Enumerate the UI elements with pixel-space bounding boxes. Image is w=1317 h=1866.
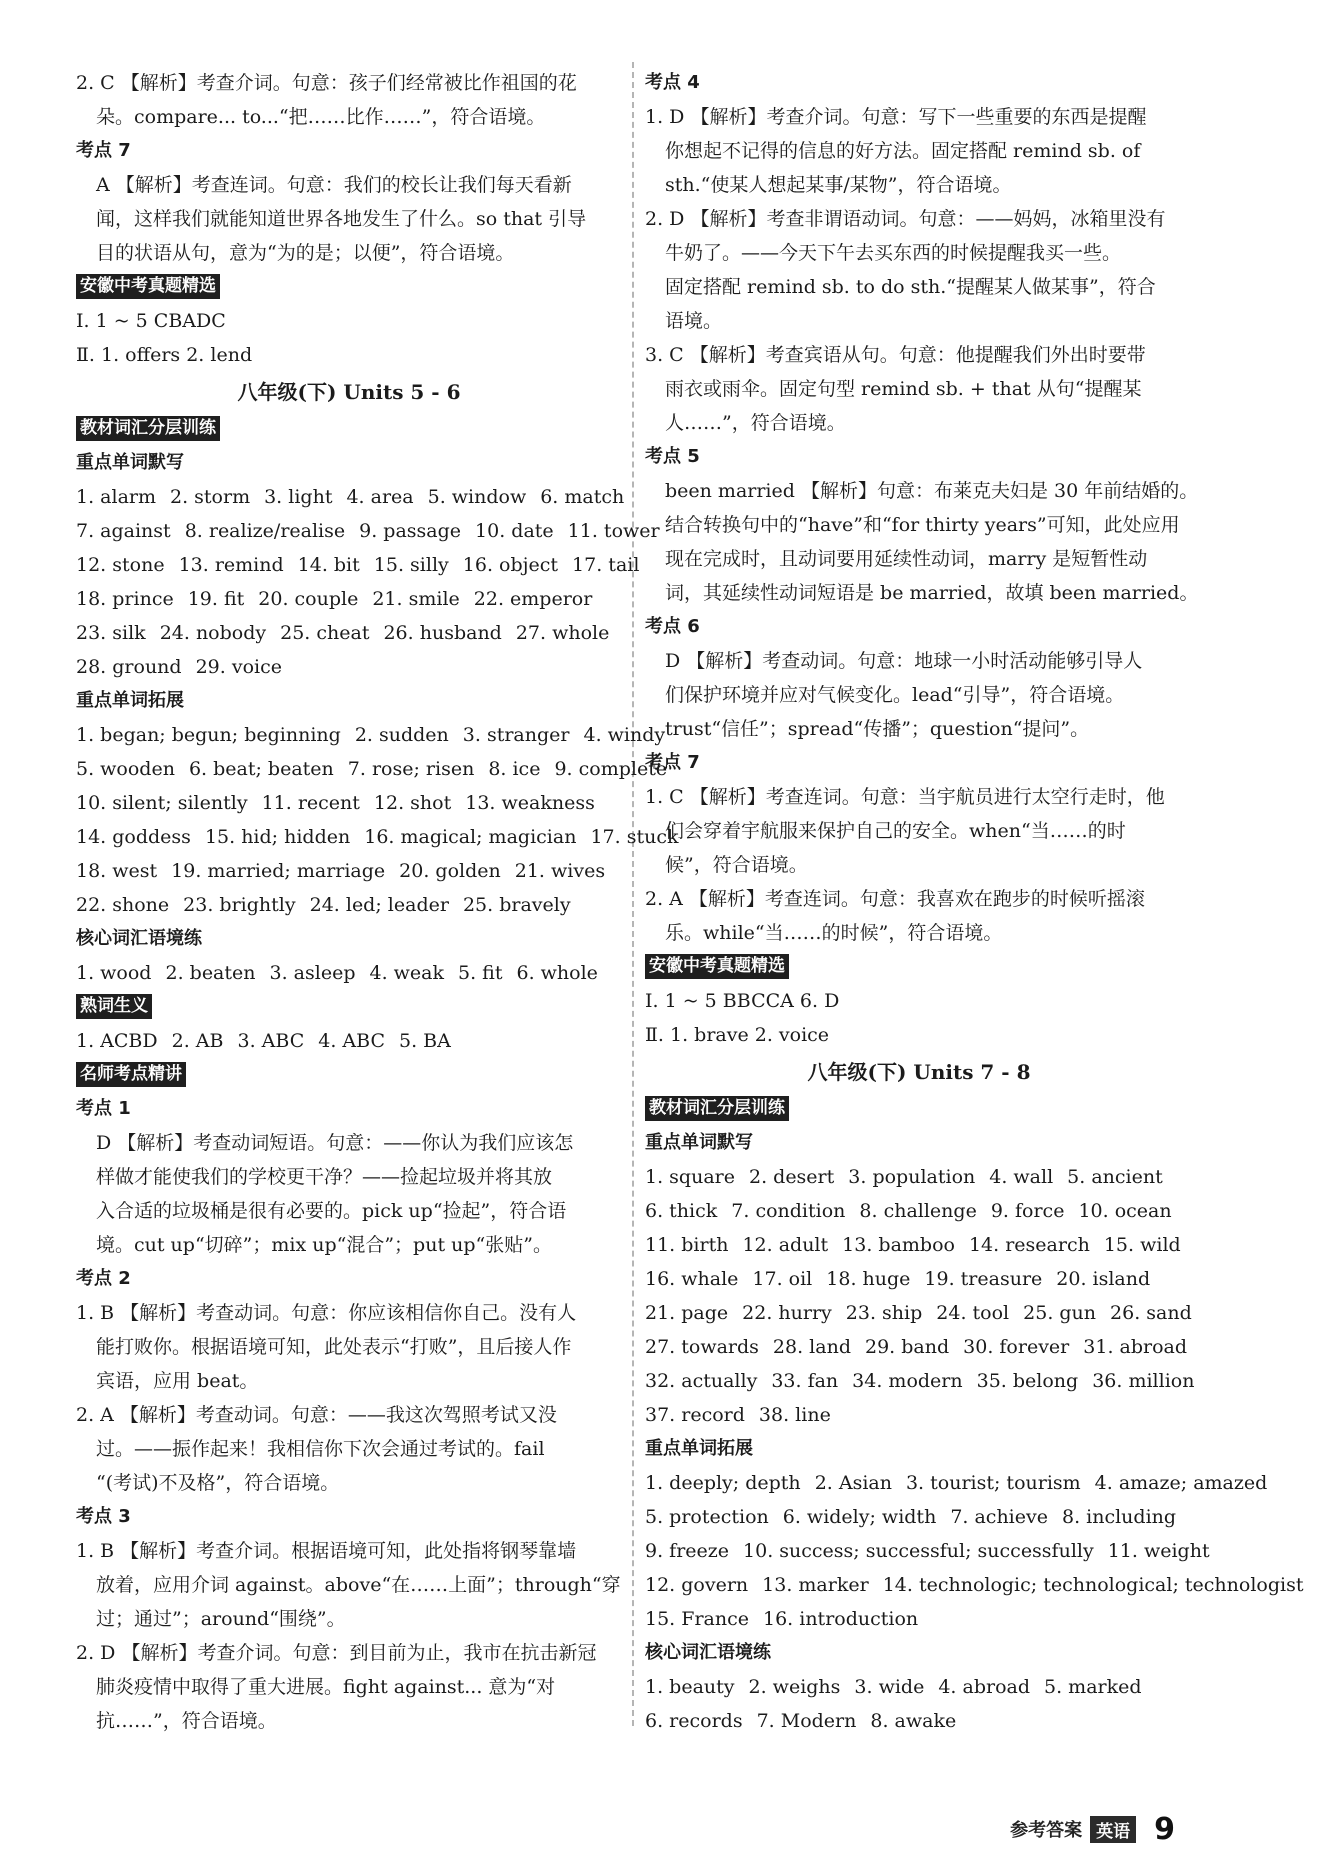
answer-item: 7. achieve	[950, 1506, 1048, 1528]
answer-item: 10. date	[475, 520, 554, 542]
answer-item: 10. ocean	[1078, 1200, 1172, 1222]
answer-item: 15. France	[645, 1608, 749, 1630]
word-row	[645, 1296, 1193, 1330]
answer-item: 16. object	[462, 554, 559, 576]
answer-item: 5. wooden	[76, 758, 175, 780]
answer-item: 1. ACBD	[76, 1030, 158, 1052]
answer-item: 29. band	[864, 1336, 950, 1358]
answer-item: 26. sand	[1110, 1302, 1192, 1324]
answer-item: 10. silent; silently	[76, 792, 248, 814]
word-row	[76, 650, 622, 684]
answer-item: 22. emperor	[473, 588, 593, 610]
word-row	[76, 752, 668, 786]
answer-item: 19. fit	[187, 588, 245, 610]
answer-item: 13. marker	[762, 1574, 869, 1596]
answer-item: 12. govern	[645, 1574, 749, 1596]
word-row	[76, 480, 625, 514]
word-row	[645, 1670, 1193, 1704]
cihui-band: 教材词汇分层训练	[76, 416, 220, 441]
answer-item: 6. beat; beaten	[188, 758, 334, 780]
text-line: 牛奶了。——今天下午去买东西的时候提醒我买一些。	[665, 242, 1122, 264]
kaodian-4-answer	[645, 100, 1193, 440]
answer-item: 25. bravely	[462, 894, 571, 916]
answer-item: 5. fit	[458, 962, 503, 984]
answer-item: 6. match	[540, 486, 625, 508]
word-row	[645, 1160, 1193, 1194]
answer-item: 29. voice	[195, 656, 282, 678]
answer-item: 3. asleep	[269, 962, 356, 984]
answer-item: 2. weighs	[748, 1676, 841, 1698]
text-line: 结合转换句中的“have”和“for thirty years”可知，此处应用	[665, 514, 1180, 536]
yujing-list	[76, 956, 622, 990]
yujing-heading: 核心词汇语境练	[645, 1642, 771, 1663]
zhenti-line-2: Ⅱ. 1. offers 2. lend	[76, 344, 253, 366]
word-row	[645, 1262, 1193, 1296]
tuozhan-heading: 重点单词拓展	[76, 690, 184, 711]
word-row	[76, 956, 622, 990]
answer-item: 1. square	[645, 1166, 735, 1188]
zhenti-band: 安徽中考真题精选	[645, 954, 789, 979]
text-line: 2. A 【解析】考查动词。句意：——我这次驾照考试又没	[76, 1404, 557, 1426]
word-row	[76, 718, 666, 752]
answer-item: 31. abroad	[1083, 1336, 1188, 1358]
answer-item: 12. adult	[742, 1234, 829, 1256]
text-line: 2. D 【解析】考查非谓语动词。句意：——妈妈，冰箱里没有	[645, 208, 1166, 230]
text-line: “(考试)不及格”，符合语境。	[96, 1472, 340, 1494]
answer-item: 5. protection	[645, 1506, 769, 1528]
answer-item: 27. whole	[515, 622, 610, 644]
answer-item: 5. marked	[1044, 1676, 1142, 1698]
text-line: 2. C 【解析】考查介词。句意：孩子们经常被比作祖国的花	[76, 72, 577, 94]
kaodian-6-heading: 考点 6	[645, 616, 700, 637]
word-row	[76, 582, 622, 616]
answer-item: 22. shone	[76, 894, 170, 916]
kaodian-5-answer	[645, 474, 1199, 610]
answer-item: 16. magical; magician	[364, 826, 577, 848]
answer-item: 20. couple	[258, 588, 359, 610]
word-row	[76, 1024, 622, 1058]
answer-item: 5. BA	[398, 1030, 451, 1052]
moxie-heading: 重点单词默写	[645, 1132, 753, 1153]
text-line: 样做才能使我们的学校更干净？——捡起垃圾并将其放	[96, 1166, 553, 1188]
answer-item: 15. silly	[373, 554, 449, 576]
answer-item: 17. oil	[752, 1268, 813, 1290]
answer-item: 34. modern	[852, 1370, 963, 1392]
text-line: 语境。	[665, 310, 723, 332]
answer-item: 13. weakness	[465, 792, 595, 814]
word-row	[645, 1398, 1193, 1432]
page-footer	[0, 1812, 1175, 1846]
kaodian-6-answer	[645, 644, 1193, 746]
answer-item: 7. rose; risen	[347, 758, 475, 780]
text-line: 3. C 【解析】考查宾语从句。句意：他提醒我们外出时要带	[645, 344, 1146, 366]
answer-item: 6. widely; width	[782, 1506, 937, 1528]
answer-item: 27. towards	[645, 1336, 759, 1358]
answer-item: 2. desert	[748, 1166, 835, 1188]
answer-item: 26. husband	[383, 622, 502, 644]
answer-item: 1. began; begun; beginning	[76, 724, 341, 746]
answer-item: 13. remind	[178, 554, 284, 576]
text-line: 目的状语从句，意为“为的是；以便”，符合语境。	[96, 242, 515, 264]
mingshi-band: 名师考点精讲	[76, 1062, 186, 1087]
answer-item: 16. introduction	[762, 1608, 919, 1630]
answer-item: 28. land	[772, 1336, 851, 1358]
answer-item: 25. cheat	[280, 622, 370, 644]
moxie-list	[645, 1160, 1193, 1432]
right-column	[645, 66, 1304, 1738]
column-divider	[632, 62, 634, 1726]
yujing-list	[645, 1670, 1193, 1738]
answer-item: 3. light	[264, 486, 333, 508]
answer-item: 4. area	[346, 486, 414, 508]
answer-item: 5. ancient	[1067, 1166, 1163, 1188]
kaodian-2-answer	[76, 1296, 622, 1500]
yujing-heading: 核心词汇语境练	[76, 928, 202, 949]
answer-item: 8. awake	[870, 1710, 957, 1732]
answer-item: 11. weight	[1107, 1540, 1210, 1562]
answer-item: 23. silk	[76, 622, 146, 644]
text-line: 现在完成时，且动词要用延续性动词，marry 是短暂性动	[665, 548, 1148, 570]
zhenti-line-1: Ⅰ. 1 ~ 5 CBADC	[76, 310, 226, 332]
answer-item: 6. whole	[516, 962, 598, 984]
answer-item: 2. beaten	[165, 962, 256, 984]
answer-item: 23. ship	[845, 1302, 923, 1324]
zhenti-band: 安徽中考真题精选	[76, 274, 220, 299]
word-row	[76, 854, 622, 888]
answer-item: 6. thick	[645, 1200, 718, 1222]
answer-item: 32. actually	[645, 1370, 758, 1392]
answer-item: 22. hurry	[742, 1302, 832, 1324]
word-row	[645, 1194, 1193, 1228]
word-row	[645, 1704, 1193, 1738]
answer-item: 38. line	[758, 1404, 831, 1426]
answer-item: 36. million	[1092, 1370, 1195, 1392]
word-row	[645, 1228, 1193, 1262]
text-line: 抗……”，符合语境。	[96, 1710, 277, 1732]
answer-item: 1. beauty	[645, 1676, 735, 1698]
text-line: D 【解析】考查动词。句意：地球一小时活动能够引导人	[665, 650, 1143, 672]
answer-item: 2. Asian	[814, 1472, 892, 1494]
word-row	[76, 616, 622, 650]
text-line: 人……”，符合语境。	[665, 412, 846, 434]
answer-item: 12. shot	[373, 792, 452, 814]
intro-answer	[76, 66, 622, 134]
text-line: 宾语，应用 beat。	[96, 1370, 259, 1392]
answer-item: 33. fan	[771, 1370, 839, 1392]
answer-item: 14. bit	[297, 554, 360, 576]
text-line: 境。cut up“切碎”；mix up“混合”；put up“张贴”。	[96, 1234, 552, 1256]
kaodian-2-heading: 考点 2	[76, 1268, 131, 1289]
answer-item: 6. records	[645, 1710, 743, 1732]
answer-item: 3. stranger	[462, 724, 570, 746]
answer-item: 14. technologic; technological; technologist	[882, 1574, 1304, 1596]
text-line: 闻，这样我们就能知道世界各地发生了什么。so that 引导	[96, 208, 587, 230]
moxie-heading: 重点单词默写	[76, 452, 184, 473]
text-line: 过。——振作起来！我相信你下次会通过考试的。fail	[96, 1438, 545, 1460]
text-line: 1. D 【解析】考查介词。句意：写下一些重要的东西是提醒	[645, 106, 1147, 128]
answer-item: 37. record	[645, 1404, 745, 1426]
units-5-6-title: 八年级(下) Units 5 - 6	[237, 380, 461, 404]
text-line: 1. C 【解析】考查连词。句意：当宇航员进行太空行走时，他	[645, 786, 1165, 808]
text-line: 候”，符合语境。	[665, 854, 808, 876]
answer-item: 4. abroad	[938, 1676, 1031, 1698]
text-line: 过；通过”；around“围绕”。	[96, 1608, 346, 1630]
word-row	[76, 548, 640, 582]
answer-item: 20. island	[1056, 1268, 1151, 1290]
word-row	[645, 1466, 1268, 1500]
text-line: 乐。while“当……的时候”，符合语境。	[665, 922, 1003, 944]
kaodian-7-answer	[76, 168, 622, 270]
answer-item: 21. page	[645, 1302, 729, 1324]
answer-item: 30. forever	[963, 1336, 1070, 1358]
answer-item: 13. bamboo	[842, 1234, 955, 1256]
kaodian-5-heading: 考点 5	[645, 446, 700, 467]
text-line: 词，其延续性动词短语是 be married，故填 been married。	[665, 582, 1199, 604]
answer-item: 4. weak	[369, 962, 445, 984]
answer-item: 19. married; marriage	[171, 860, 386, 882]
moxie-list	[76, 480, 660, 684]
text-line: A 【解析】考查连词。句意：我们的校长让我们每天看新	[96, 174, 572, 196]
answer-item: 24. tool	[936, 1302, 1010, 1324]
answer-item: 35. belong	[976, 1370, 1079, 1392]
answer-item: 4. amaze; amazed	[1094, 1472, 1268, 1494]
answer-item: 25. gun	[1023, 1302, 1097, 1324]
answer-item: 8. including	[1061, 1506, 1177, 1528]
answer-item: 7. condition	[731, 1200, 846, 1222]
answer-item: 16. whale	[645, 1268, 739, 1290]
text-line: 入合适的垃圾桶是很有必要的。pick up“捡起”，符合语	[96, 1200, 567, 1222]
kaodian-3-answer	[76, 1534, 622, 1738]
answer-item: 3. population	[848, 1166, 976, 1188]
answer-item: 23. brightly	[183, 894, 296, 916]
answer-item: 5. window	[427, 486, 527, 508]
answer-item: 2. AB	[171, 1030, 224, 1052]
answer-item: 3. wide	[854, 1676, 925, 1698]
answer-item: 14. goddess	[76, 826, 191, 848]
kaodian-3-heading: 考点 3	[76, 1506, 131, 1527]
shuci-list	[76, 1024, 622, 1058]
text-line: 2. A 【解析】考查连词。句意：我喜欢在跑步的时候听摇滚	[645, 888, 1145, 910]
answer-item: 9. complete	[554, 758, 668, 780]
word-row	[645, 1500, 1193, 1534]
text-line: 雨衣或雨伞。固定句型 remind sb. + that 从句“提醒某	[665, 378, 1142, 400]
answer-item: 9. force	[990, 1200, 1065, 1222]
word-row	[645, 1602, 1193, 1636]
zhenti-line-1: Ⅰ. 1 ~ 5 BBCCA 6. D	[645, 990, 840, 1012]
word-row	[645, 1568, 1304, 1602]
kaodian-7-answer	[645, 780, 1193, 950]
answer-item: 21. smile	[372, 588, 460, 610]
text-line: 1. B 【解析】考查介词。根据语境可知，此处指将钢琴靠墙	[76, 1540, 577, 1562]
answer-item: 18. huge	[826, 1268, 911, 1290]
answer-item: 24. led; leader	[309, 894, 449, 916]
word-row	[76, 786, 622, 820]
text-line: 肺炎疫情中取得了重大进展。fight against... 意为“对	[96, 1676, 556, 1698]
answer-item: 2. storm	[170, 486, 251, 508]
kaodian-1-heading: 考点 1	[76, 1098, 131, 1119]
kaodian-1-answer	[76, 1126, 622, 1262]
answer-item: 15. hid; hidden	[204, 826, 351, 848]
word-row	[645, 1330, 1193, 1364]
answer-item: 1. wood	[76, 962, 152, 984]
tuozhan-heading: 重点单词拓展	[645, 1438, 753, 1459]
answer-item: 10. success; successful; successfully	[743, 1540, 1094, 1562]
answer-item: 8. realize/realise	[184, 520, 346, 542]
answer-item: 20. golden	[399, 860, 501, 882]
text-line: 能打败你。根据语境可知，此处表示“打败”，且后接人作	[96, 1336, 572, 1358]
answer-item: 18. west	[76, 860, 158, 882]
subject-badge: 英语	[1090, 1816, 1136, 1843]
answer-item: 7. against	[76, 520, 171, 542]
shuci-band: 熟词生义	[76, 994, 152, 1019]
answer-item: 11. recent	[261, 792, 360, 814]
kaodian-4-heading: 考点 4	[645, 72, 700, 93]
answer-item: 11. tower	[567, 520, 660, 542]
kaodian-7-heading: 考点 7	[76, 140, 131, 161]
text-line: 们保护环境并应对气候变化。lead“引导”，符合语境。	[665, 684, 1125, 706]
word-row	[76, 888, 622, 922]
answer-item: 4. ABC	[318, 1030, 385, 1052]
text-line: D 【解析】考查动词短语。句意：——你认为我们应该怎	[96, 1132, 574, 1154]
answer-item: 1. alarm	[76, 486, 156, 508]
units-7-8-title: 八年级(下) Units 7 - 8	[807, 1060, 1031, 1084]
kaodian-7-heading: 考点 7	[645, 752, 700, 773]
word-row	[76, 820, 679, 854]
text-line: 朵。compare... to...“把……比作……”，符合语境。	[96, 106, 546, 128]
word-row	[645, 1534, 1210, 1568]
text-line: trust“信任”；spread“传播”；question“提问”。	[665, 718, 1090, 740]
text-line: sth.“使某人想起某事/某物”，符合语境。	[665, 174, 1012, 196]
answer-item: 21. wives	[514, 860, 606, 882]
word-row	[645, 1364, 1193, 1398]
answer-item: 14. research	[968, 1234, 1090, 1256]
answer-item: 19. treasure	[924, 1268, 1043, 1290]
answer-item: 24. nobody	[159, 622, 267, 644]
answer-item: 28. ground	[76, 656, 182, 678]
tuozhan-list	[645, 1466, 1304, 1636]
answer-item: 18. prince	[76, 588, 174, 610]
text-line: 们会穿着宇航服来保护自己的安全。when“当……的时	[665, 820, 1126, 842]
cihui-band: 教材词汇分层训练	[645, 1096, 789, 1121]
page-number: 9	[1154, 1811, 1175, 1847]
answer-item: 1. deeply; depth	[645, 1472, 801, 1494]
answer-item: 12. stone	[76, 554, 165, 576]
answer-item: 4. wall	[989, 1166, 1054, 1188]
answer-item: 11. birth	[645, 1234, 729, 1256]
answer-item: 3. tourist; tourism	[905, 1472, 1081, 1494]
answer-item: 9. freeze	[645, 1540, 730, 1562]
answer-item: 17. stuck	[590, 826, 679, 848]
answer-item: 15. wild	[1103, 1234, 1181, 1256]
text-line: 你想起不记得的信息的好方法。固定搭配 remind sb. of	[665, 140, 1141, 162]
answer-item: 8. challenge	[859, 1200, 977, 1222]
answer-item: 8. ice	[488, 758, 541, 780]
answer-item: 3. ABC	[237, 1030, 305, 1052]
answer-item: 7. Modern	[756, 1710, 857, 1732]
text-line: 1. B 【解析】考查动词。句意：你应该相信你自己。没有人	[76, 1302, 577, 1324]
text-line: 2. D 【解析】考查介词。句意：到目前为止，我市在抗击新冠	[76, 1642, 597, 1664]
text-line: 固定搭配 remind sb. to do sth.“提醒某人做某事”，符合	[665, 276, 1156, 298]
word-row	[76, 514, 660, 548]
answer-item: 9. passage	[359, 520, 462, 542]
text-line: been married 【解析】句意：布莱克夫妇是 30 年前结婚的。	[665, 480, 1199, 502]
answer-key-label: 参考答案	[1010, 1820, 1083, 1841]
answer-item: 2. sudden	[354, 724, 449, 746]
answer-item: 4. windy	[583, 724, 666, 746]
text-line: 放着，应用介词 against。above“在……上面”；through“穿	[96, 1574, 621, 1596]
answer-item: 17. tail	[572, 554, 640, 576]
zhenti-line-2: Ⅱ. 1. brave 2. voice	[645, 1024, 830, 1046]
